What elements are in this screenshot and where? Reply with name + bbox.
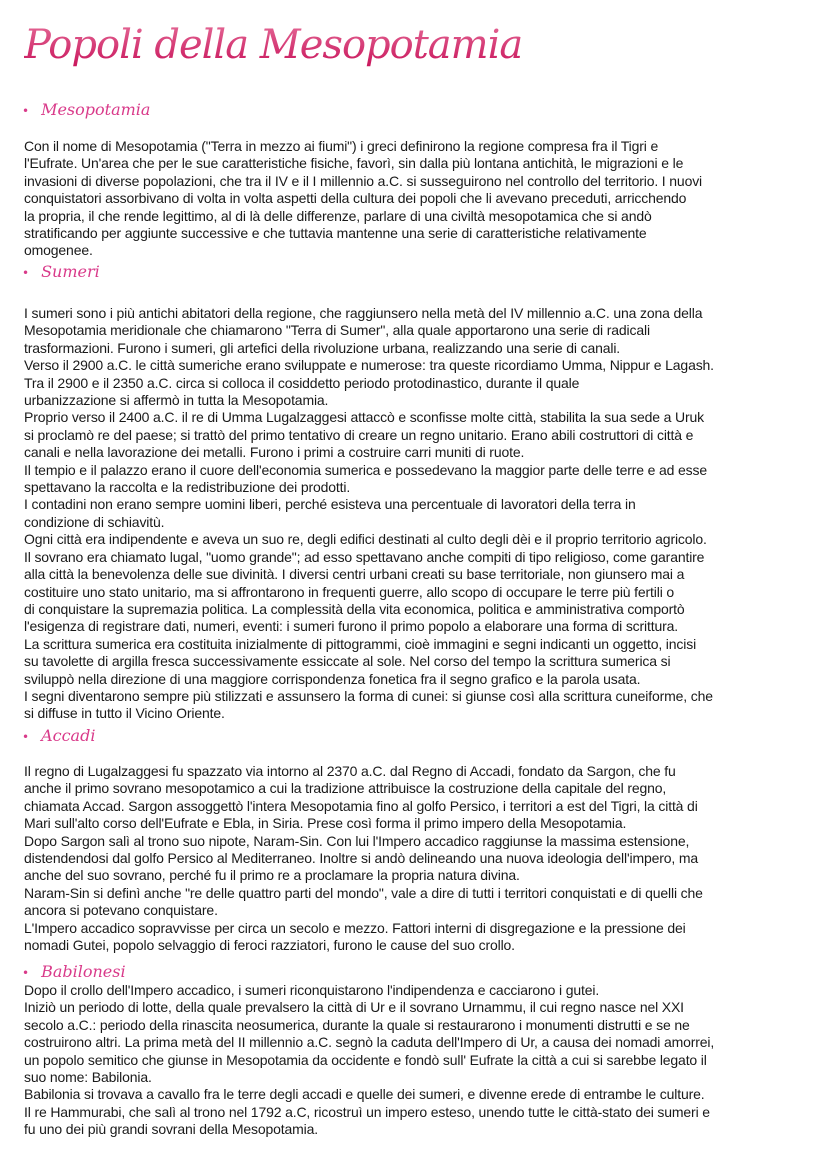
text-line: La scrittura sumerica era costituita inizialmente di pittogrammi, cioè immagini e segni indicanti un oggetto, incisi [24, 635, 697, 652]
text-line: secolo a.C.: periodo della rinascita neosumerica, durante la quale si restaurarono i monumenti distrutti e se ne [24, 1016, 690, 1033]
text-line: condizione di schiavitù. [24, 513, 165, 530]
heading-text: Mesopotamia [41, 100, 151, 119]
text-line: Dopo Sargon salì al trono suo nipote, Naram-Sin. Con lui l'Impero accadico raggiunse la massima estensione, [24, 832, 690, 849]
text-line: Il re Hammurabi, che salì al trono nel 1792 a.C, ricostruì un impero esteso, unendo tutte le città-stato dei sumeri e [24, 1103, 710, 1120]
section-heading-accadi [22, 726, 95, 745]
text-line: Tra il 2900 e il 2350 a.C. circa si colloca il cosiddetto periodo protodinastico, durante il quale [24, 374, 580, 391]
text-line: alla città la benevolenza delle sue divinità. I diversi centri urbani creati su base territoriale, non giunsero mai a [24, 566, 685, 583]
text-line: ancora si potevano conquistare. [24, 902, 218, 919]
text-line: Verso il 2900 a.C. le città sumeriche erano sviluppate e numerose: tra queste ricordiamo Umma, Nippur e Lagash. [24, 357, 714, 374]
text-line: Il sovrano era chiamato lugal, "uomo grande"; ad esso spettavano anche compiti di tipo religioso, come garantire [24, 548, 705, 565]
section-body [24, 138, 824, 260]
bullet-icon: • [22, 965, 30, 980]
text-line: Mesopotamia meridionale che chiamarono "Terra di Sumer", alla quale apportarono una serie di radicali [24, 322, 650, 339]
text-line: canali e nella lavorazione dei metalli. Furono i primi a costruire carri muniti di ruote. [24, 444, 525, 461]
text-line: conquistatori assorbivano di volta in volta aspetti della cultura dei popoli che li avevano preceduti, arricchendo [24, 190, 687, 207]
text-line: l'Eufrate. Un'area che per le sue caratteristiche fisiche, favorì, sin dalla più lontana antichità, le migrazioni e le [24, 155, 684, 172]
text-line: I segni diventarono sempre più stilizzati e assunsero la forma di cunei: si giunse così alla scrittura cuneiforme, che [24, 687, 713, 704]
bullet-icon: • [22, 729, 30, 744]
text-line: Il regno di Lugalzaggesi fu spazzato via intorno al 2370 a.C. dal Regno di Accadi, fondato da Sargon, che fu [24, 763, 676, 779]
text-line: spettavano la raccolta e la redistribuzione dei prodotti. [24, 479, 351, 496]
text-line: la propria, il che rende legittimo, al di là delle differenze, parlare di una civiltà mesopotamica che si andò [24, 207, 652, 224]
text-line: su tavolette di argilla fresca successivamente essiccate al sole. Nel corso del tempo la scrittura sumerica si [24, 653, 671, 670]
text-line: Mari sull'alto corso dell'Eufrate e Ebla, in Siria. Prese così forma il primo impero della Mesopotamia. [24, 815, 627, 832]
text-line: Proprio verso il 2400 a.C. il re di Umma Lugalzaggesi attaccò e sconfisse molte città, stabilita la sua sede a Uruk [24, 409, 704, 426]
text-line: di conquistare la supremazia politica. La complessità della vita economica, politica e amministrativa comportò [24, 600, 685, 617]
section-body [24, 305, 824, 723]
section-body [24, 763, 824, 954]
text-line: distendendosi dal golfo Persico al Mediterraneo. Inoltre si andò delineando una nuova ideologia dell'impero, ma [24, 850, 699, 867]
text-line: Con il nome di Mesopotamia ("Terra in mezzo ai fiumi") i greci definirono la regione compresa fra il Tigri e [24, 138, 659, 154]
text-line: un popolo semitico che giunse in Mesopotamia da occidente e fondò sull' Eufrate la città a cui si sarebbe legato il [24, 1051, 707, 1068]
text-line: costituire uno stato unitario, ma si affrontarono in frequenti guerre, allo scopo di occupare le terre più fertili o [24, 583, 675, 600]
text-line: Iniziò un periodo di lotte, della quale prevalsero la città di Ur e il sovrano Urnammu, il cui regno nasce nel XXI [24, 999, 684, 1016]
heading-text: Accadi [41, 726, 96, 745]
text-line: invasioni di diverse popolazioni, che tra il IV e il I millennio a.C. si susseguirono nel controllo del territorio. I nuovi [24, 172, 703, 189]
section-heading-mesopotamia [22, 100, 150, 119]
heading-text: Babilonesi [41, 962, 126, 981]
text-line: urbanizzazione si affermò in tutta la Mesopotamia. [24, 392, 329, 409]
text-line: Il tempio e il palazzo erano il cuore dell'economia sumerica e possedevano la maggior parte delle terre e ad esse [24, 461, 708, 478]
text-line: fu uno dei più grandi sovrani della Mesopotamia. [24, 1121, 318, 1138]
text-line: Naram-Sin si definì anche "re delle quattro parti del mondo", vale a dire di tutti i territori conquistati e di quelli che [24, 884, 703, 901]
text-line: omogenee. [24, 242, 93, 259]
bullet-icon: • [22, 103, 30, 118]
text-line: trasformazioni. Furono i sumeri, gli artefici della rivoluzione urbana, realizzando una serie di canali. [24, 339, 621, 356]
text-line: si proclamò re del paese; si trattò del primo tentativo di creare un regno unitario. Erano abili costruttori di città e [24, 426, 694, 443]
section-heading-babilonesi [22, 962, 126, 981]
text-line: stratificando per aggiunte successive e che tuttavia mantenne una serie di caratteristiche relativamente [24, 225, 647, 242]
heading-text: Sumeri [41, 262, 100, 281]
text-line: costruirono altri. La prima metà del II millennio a.C. segnò la caduta dell'Impero di Ur, a causa dei nomadi amorrei, [24, 1034, 715, 1051]
text-line: suo nome: Babilonia. [24, 1069, 152, 1086]
text-line: anche il primo sovrano mesopotamico a cui la tradizione attribuisce la costruzione della capitale del regno, [24, 780, 667, 797]
text-line: I contadini non erano sempre uomini liberi, perché esisteva una percentuale di lavoratori della terra in [24, 496, 636, 513]
bullet-icon: • [22, 265, 30, 280]
page-title: Popoli della Mesopotamia [24, 22, 523, 68]
text-line: Ogni città era indipendente e aveva un suo re, degli edifici destinati al culto degli dèi e il proprio territorio agricolo. [24, 531, 707, 548]
section-heading-sumeri [22, 262, 100, 281]
text-line: chiamata Accad. Sargon assoggettò l'intera Mesopotamia fino al golfo Persico, i territori a est del Tigri, la città di [24, 797, 698, 814]
text-line: si diffuse in tutto il Vicino Oriente. [24, 705, 225, 722]
text-line: I sumeri sono i più antichi abitatori della regione, che raggiunsero nella metà del IV millennio a.C. una zona della [24, 305, 703, 321]
text-line: Dopo il crollo dell'Impero accadico, i sumeri riconquistarono l'indipendenza e cacciarono i gutei. [24, 982, 600, 998]
text-line: anche del suo sovrano, perché fu il primo re a proclamare la propria natura divina. [24, 867, 520, 884]
section-body [24, 982, 824, 1139]
text-line: Babilonia si trovava a cavallo fra le terre degli accadi e quelle dei sumeri, e divenne erede di entrambe le culture. [24, 1086, 705, 1103]
text-line: l'esigenza di registrare dati, numeri, eventi: i sumeri furono il primo popolo a elaborare una forma di scrittura. [24, 618, 679, 635]
text-line: sviluppò nella direzione di una maggiore corrispondenza fonetica fra il segno grafico e la parola usata. [24, 670, 641, 687]
text-line: L'Impero accadico sopravvisse per circa un secolo e mezzo. Fattori interni di disgregazione e la pressione dei [24, 919, 686, 936]
text-line: nomadi Gutei, popolo selvaggio di feroci razziatori, furono le cause del suo crollo. [24, 937, 515, 954]
